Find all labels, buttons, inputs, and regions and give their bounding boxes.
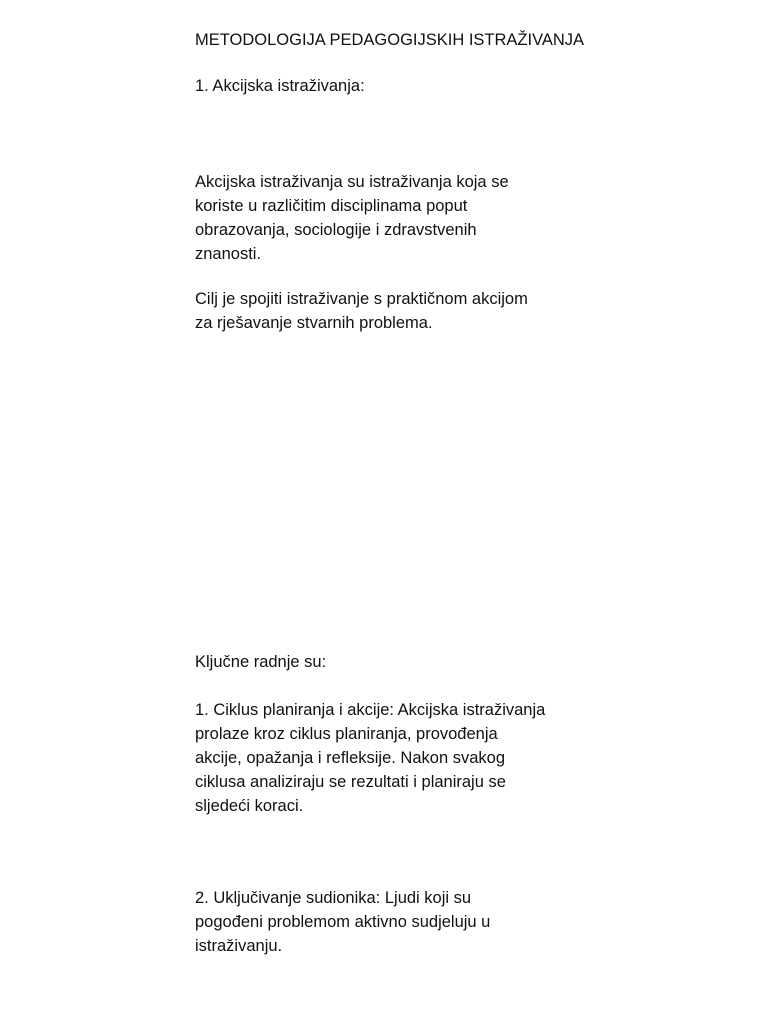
document-title [195,28,585,52]
list-item-line: prolaze kroz ciklus planiranja, provođenja [195,725,498,743]
list-item-line: akcije, opažanja i refleksije. Nakon svakog [195,749,505,767]
paragraph-line: za rješavanje stvarnih problema. [195,314,433,332]
list-item-line: 2. Uključivanje sudionika: Ljudi koji su [195,889,472,907]
paragraph-line: Akcijska istraživanja su istraživanja koja se [195,173,509,191]
paragraph-line: znanosti. [195,245,262,263]
paragraph-line: obrazovanja, sociologije i zdravstvenih [195,221,477,239]
list-item-line: 1. Ciklus planiranja i akcije: Akcijska istraživanja [195,701,546,719]
section-heading [195,74,585,98]
list-item-participants [195,886,585,958]
list-item-line: sljedeći koraci. [195,797,304,815]
list-item-line: pogođeni problemom aktivno sudjeluju u [195,913,491,931]
section-heading-line: 1. Akcijska istraživanja: [195,77,365,95]
paragraph-line: Cilj je spojiti istraživanje s praktičnom akcijom [195,290,528,308]
list-item-line: istraživanju. [195,937,283,955]
title-line: METODOLOGIJA PEDAGOGIJSKIH ISTRAŽIVANJA [195,31,585,49]
paragraph-goal [195,287,585,335]
paragraph-definition [195,170,585,266]
paragraph-line: koriste u različitim disciplinama poput [195,197,468,215]
list-item-planning-cycle [195,698,585,818]
key-actions-heading-line: Ključne radnje su: [195,653,327,671]
key-actions-heading [195,650,585,674]
list-item-line: ciklusa analiziraju se rezultati i planiraju se [195,773,506,791]
